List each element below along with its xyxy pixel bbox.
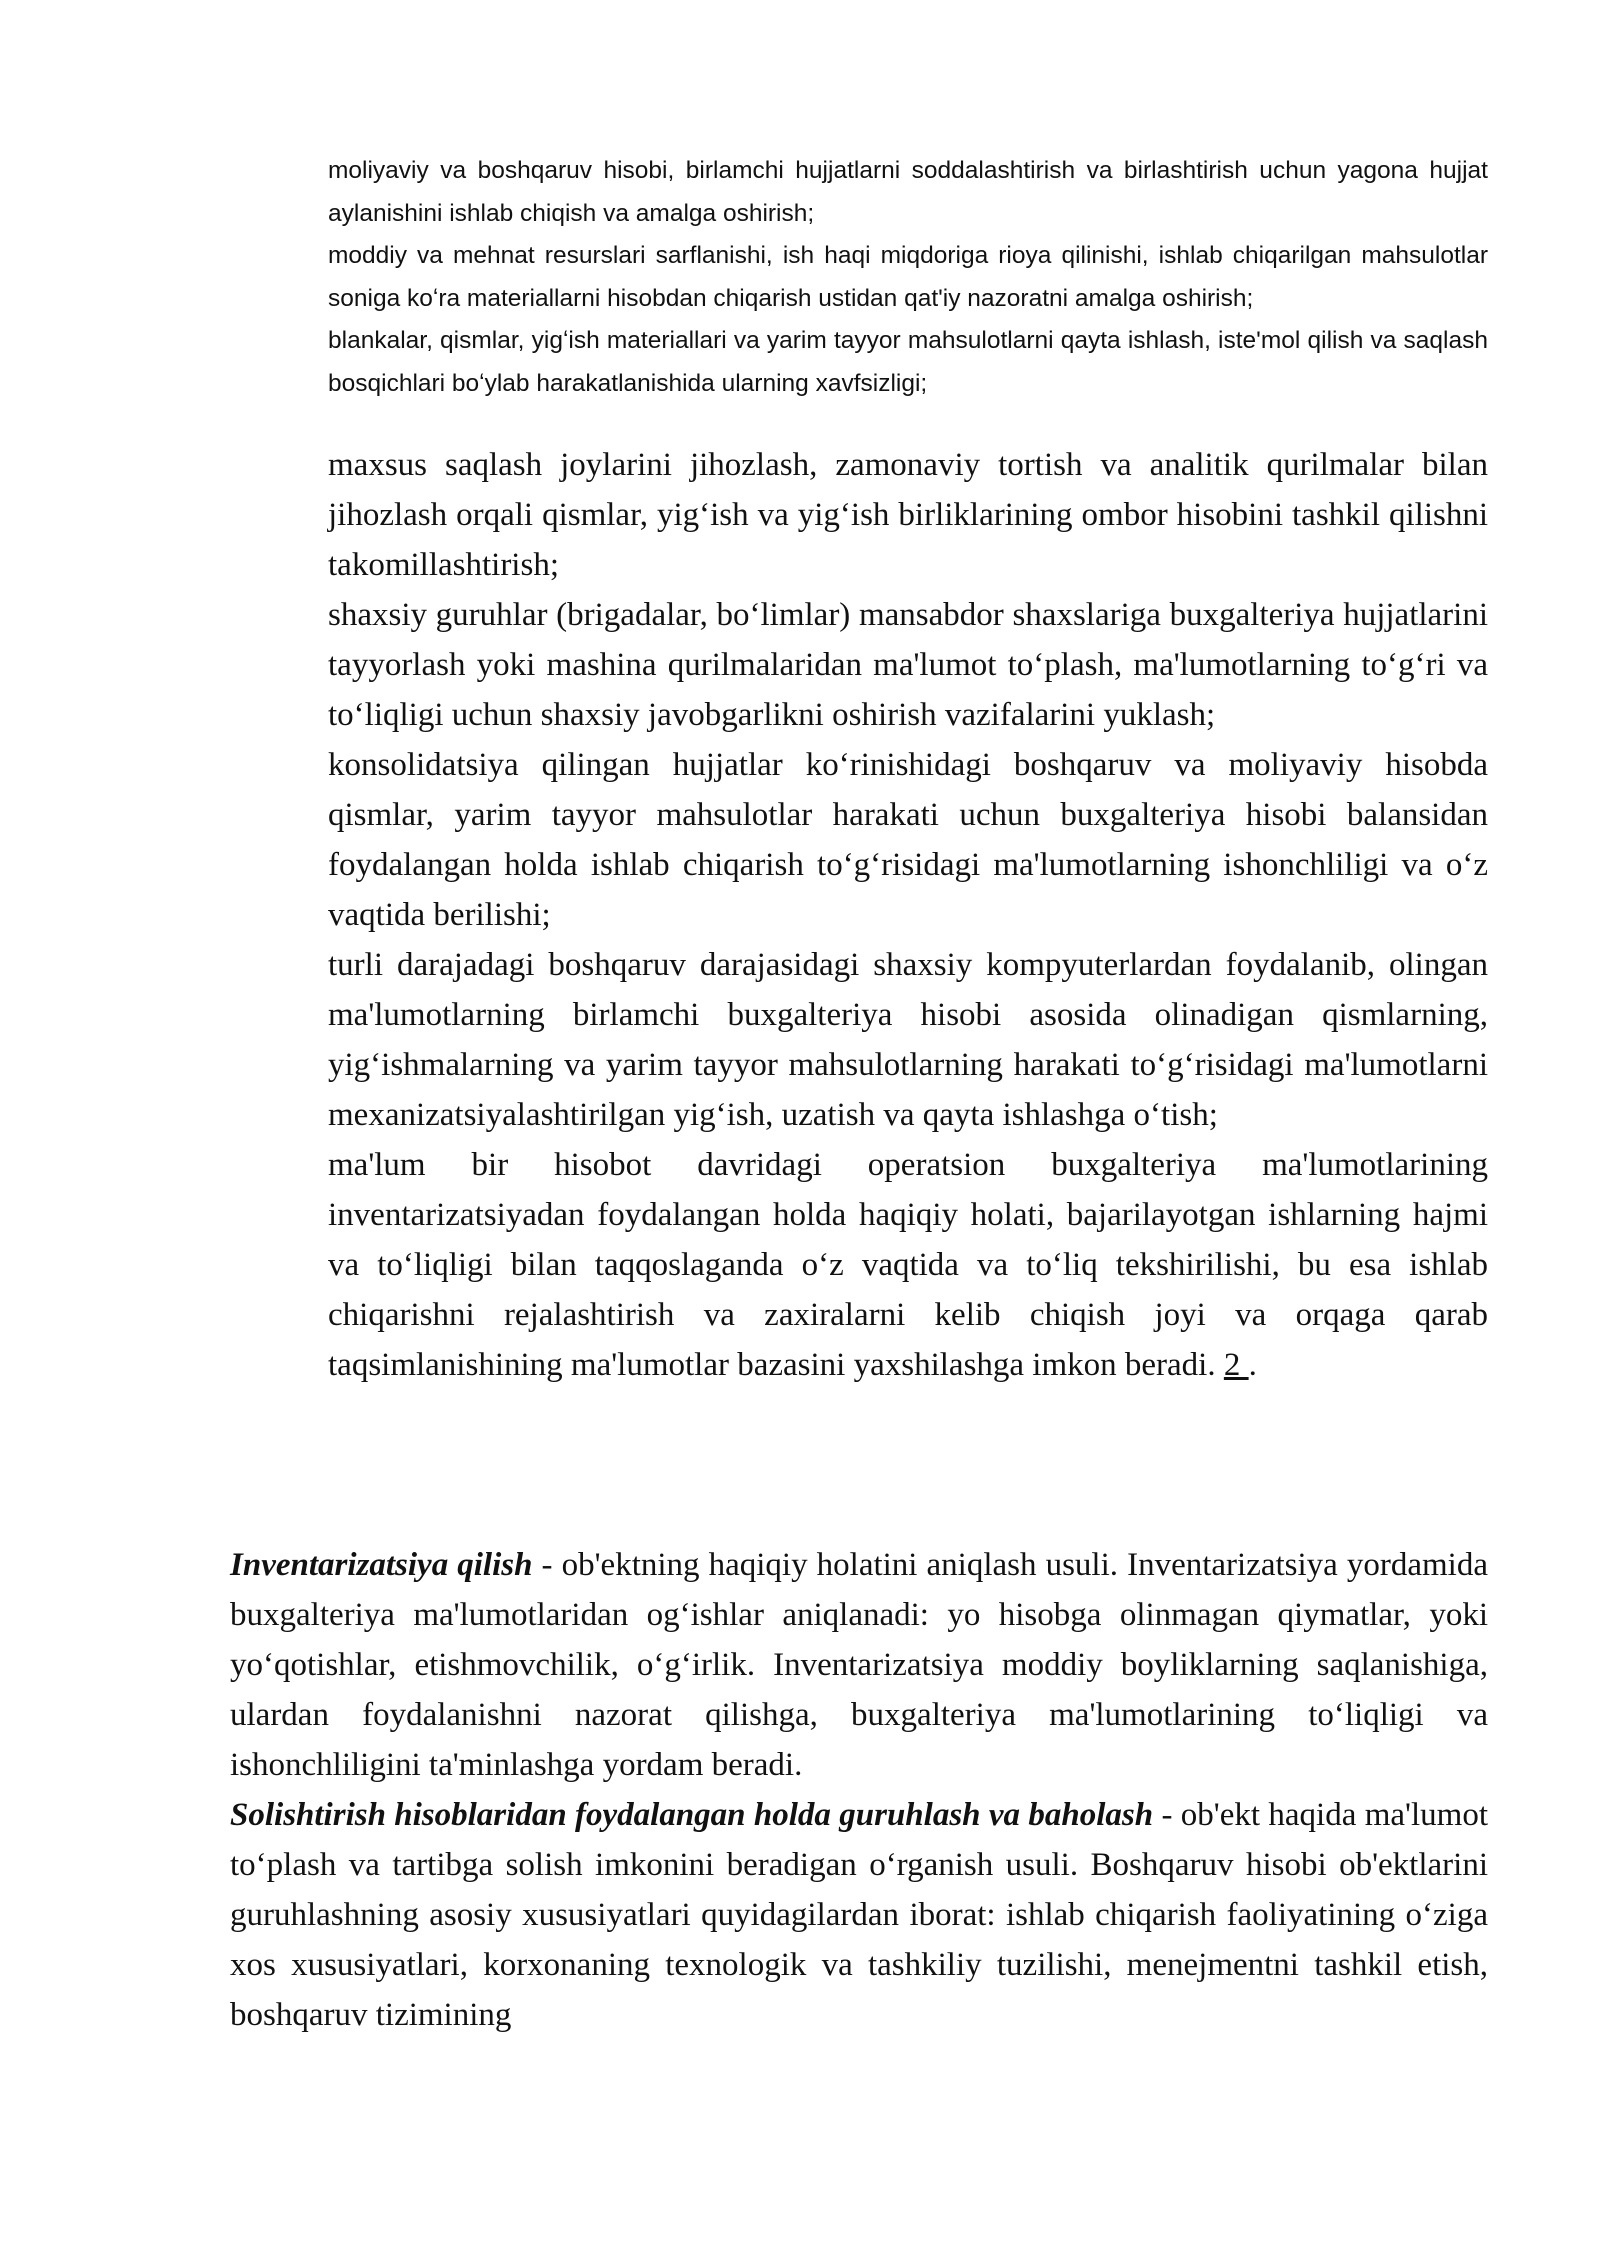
list-item: shaxsiy guruhlar (brigadalar, bo‘limlar) mansabdor shaxslariga buxgalteriya hujjatlarini tayyorlash yoki mashina qurilmalaridan ma'lumot to‘plash, ma'lumotlarning to‘g‘ri va to‘liqligi uchun shaxsiy javobgarlikni oshirish vazifalarini yuklash; xyxy=(328,597,1488,733)
list-item-text: ma'lum bir hisobot davridagi operatsion buxgalteriya ma'lumotlarining inventarizatsiyadan foydalangan holda haqiqiy holati, bajarilayotgan ishlarning hajmi va to‘liqligi bilan taqqoslaganda o‘z vaqtida va to‘liq tekshirilishi, bu esa ishlab chiqarishni rejalashtirish va zaxiralarni kelib chiqish joyi va orqaga qarab taqsimlanishining ma'lumotlar bazasini yaxshilashga imkon beradi. xyxy=(328,1147,1488,1383)
paragraph xyxy=(230,1790,1488,2040)
list-item xyxy=(328,1140,1488,1390)
paragraph-text: - ob'ektning haqiqiy holatini aniqlash usuli. Inventarizatsiya yordamida buxgalteriya ma'lumotlaridan og‘ishlar aniqlanadi: yo hisobga olinmagan qiymatlar, yoki yo‘qotishlar, etishmovchilik, o‘g‘irlik. Inventarizatsiya moddiy boyliklarning saqlanishiga, ulardan foydalanishni nazorat qilishga, buxgalteriya ma'lumotlarining to‘liqligi va ishonchliligini ta'minlashga yordam beradi. xyxy=(230,1547,1488,1783)
serif-list xyxy=(328,440,1488,1390)
list-item-end: . xyxy=(1248,1347,1257,1383)
list-item: konsolidatsiya qilingan hujjatlar ko‘rinishidagi boshqaruv va moliyaviy hisobda qismlar, yarim tayyor mahsulotlar harakati uchun buxgalteriya hisobi balansidan foydalangan holda ishlab chiqarish to‘g‘risidagi ma'lumotlarning ishonchliligi va o‘z vaqtida berilishi; xyxy=(328,747,1488,933)
small-list xyxy=(328,150,1488,405)
list-item: blankalar, qismlar, yigʻish materiallari va yarim tayyor mahsulotlarni qayta ishlash, iste'mol qilish va saqlash bosqichlari boʻylab harakatlanishida ularning xavfsizligi; xyxy=(328,327,1488,397)
paragraph-text: - ob'ekt haqida ma'lumot to‘plash va tartibga solish imkonini beradigan o‘rganish usuli. Boshqaruv hisobi ob'ektlarini guruhlashning asosiy xususiyatlari quyidagilardan iborat: ishlab chiqarish faoliyatining o‘ziga xos xususiyatlari, korxonaning texnologik va tashkiliy tuzilishi, menejmentni tashkil etish, boshqaruv tizimining xyxy=(230,1797,1488,2033)
paragraph xyxy=(230,1540,1488,1790)
body-text xyxy=(230,1540,1488,2040)
footnote-reference-link[interactable]: 2 xyxy=(1223,1347,1249,1383)
list-item: moliyaviy va boshqaruv hisobi, birlamchi hujjatlarni soddalashtirish va birlashtirish uchun yagona hujjat aylanishini ishlab chiqish va amalga oshirish; xyxy=(328,157,1488,227)
list-item: moddiy va mehnat resurslari sarflanishi, ish haqi miqdoriga rioya qilinishi, ishlab chiqarilgan mahsulotlar soniga koʻra materiallarni hisobdan chiqarish ustidan qat'iy nazoratni amalga oshirish; xyxy=(328,242,1488,312)
term-heading: Solishtirish hisoblaridan foydalangan holda guruhlash va baholash xyxy=(230,1797,1154,1833)
term-heading: Inventarizatsiya qilish xyxy=(230,1547,533,1583)
list-item: turli darajadagi boshqaruv darajasidagi shaxsiy kompyuterlardan foydalanib, olingan ma'lumotlarning birlamchi buxgalteriya hisobi asosida olinadigan qismlarning, yig‘ishmalarning va yarim tayyor mahsulotlarning harakati to‘g‘risidagi ma'lumotlarni mexanizatsiyalashtirilgan yig‘ish, uzatish va qayta ishlashga o‘tish; xyxy=(328,947,1488,1133)
list-item: maxsus saqlash joylarini jihozlash, zamonaviy tortish va analitik qurilmalar bilan jihozlash orqali qismlar, yig‘ish va yig‘ish birliklarining ombor hisobini tashkil qilishni takomillashtirish; xyxy=(328,447,1488,583)
